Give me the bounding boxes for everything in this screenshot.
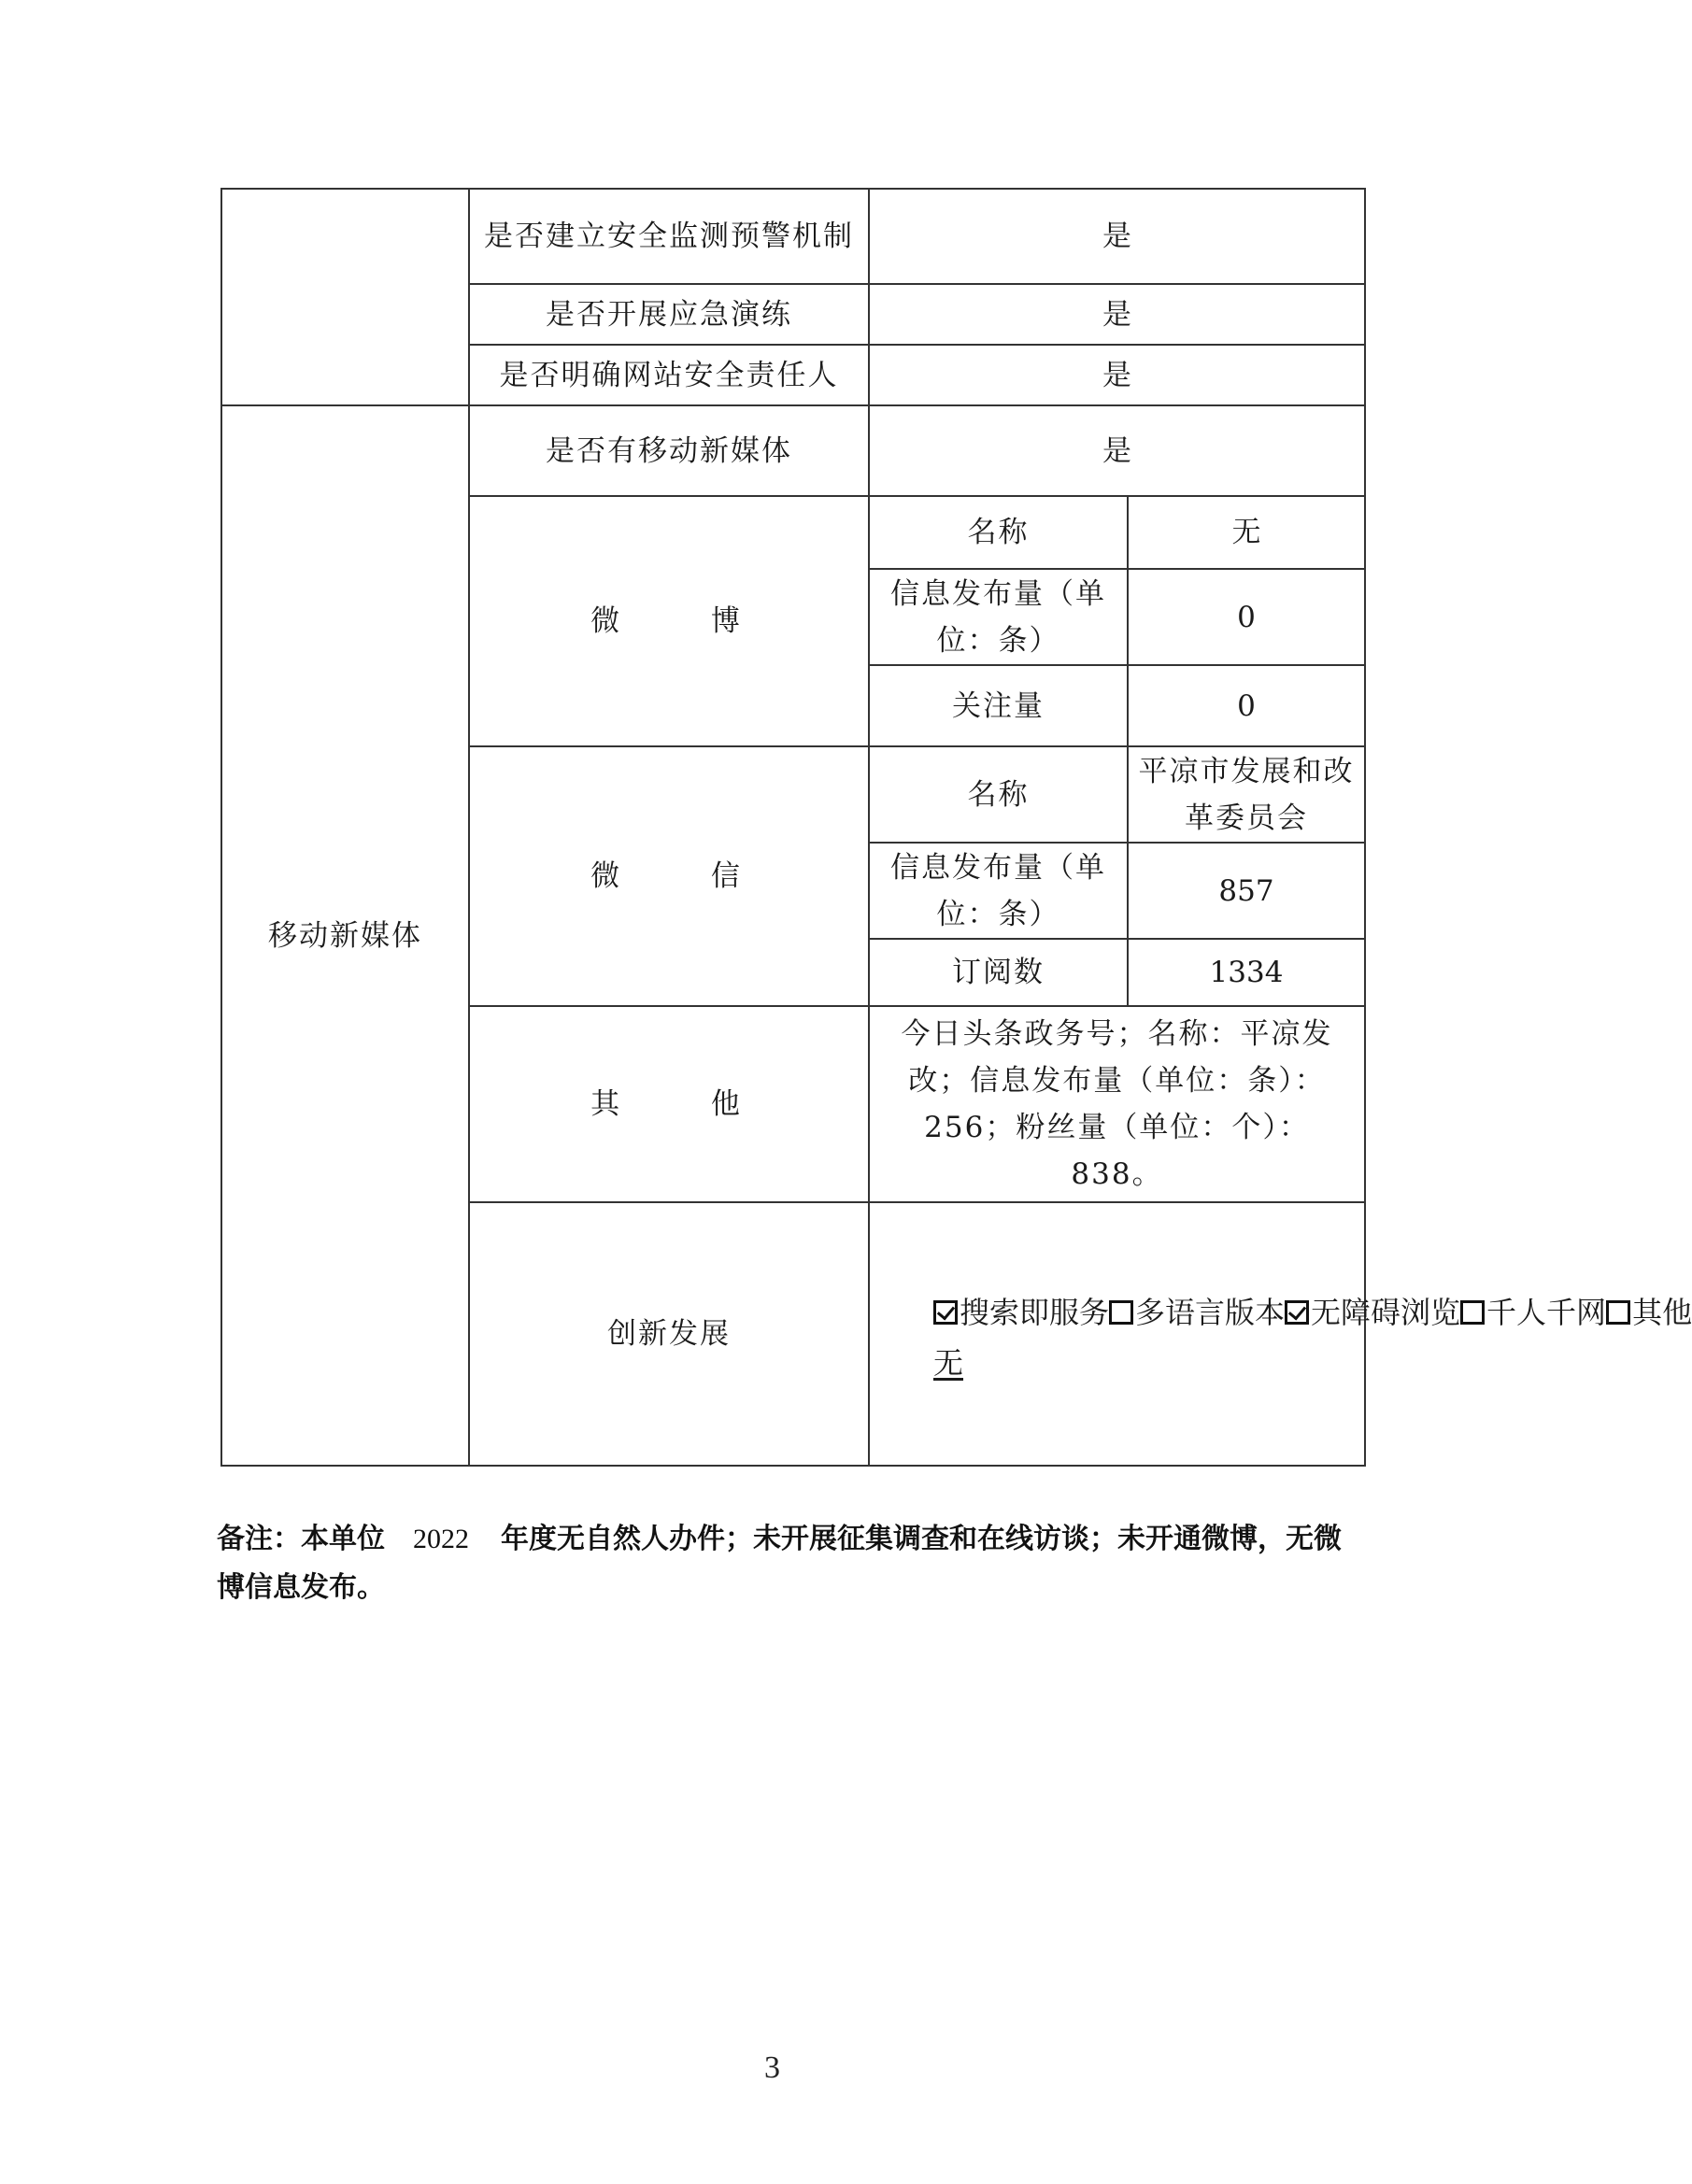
weibo-posts-label: 信息发布量（单位：条） xyxy=(869,569,1128,665)
wechat-subscribers-label: 订阅数 xyxy=(869,939,1128,1006)
answer-cell: 是 xyxy=(869,284,1365,345)
other-value: 今日头条政务号；名称：平凉发改；信息发布量（单位：条）：256；粉丝量（单位：个）：838。 xyxy=(869,1006,1365,1202)
option-label: 搜索即服务 xyxy=(960,1295,1110,1330)
weibo-followers-value: 0 xyxy=(1128,665,1365,746)
page-number: 3 xyxy=(764,2050,780,2085)
other-label: 其 他 xyxy=(469,1006,869,1202)
innovation-options-line xyxy=(933,1287,1692,1338)
answer-cell: 是 xyxy=(869,345,1365,405)
weibo-name-label: 名称 xyxy=(869,496,1128,569)
checkbox-checked-icon[interactable] xyxy=(1285,1300,1309,1325)
remark-note xyxy=(217,1515,1366,1612)
question-cell: 是否有移动新媒体 xyxy=(469,405,869,496)
wechat-subscribers-value: 1334 xyxy=(1128,939,1365,1006)
checkbox-unchecked-icon[interactable] xyxy=(1109,1300,1133,1325)
wechat-name-label: 名称 xyxy=(869,746,1128,843)
option-label: 无障碍浏览 xyxy=(1311,1295,1461,1330)
checkbox-checked-icon[interactable] xyxy=(933,1300,958,1325)
innovation-section-label: 创新发展 xyxy=(469,1202,869,1466)
option-label: 千人千网 xyxy=(1486,1295,1607,1330)
note-suffix: 年度无自然人办件；未开展征集调查和在线访谈；未开通微博，无微博信息发布。 xyxy=(217,1523,1342,1604)
wechat-posts-label: 信息发布量（单位：条） xyxy=(869,843,1128,939)
weibo-posts-value: 0 xyxy=(1128,569,1365,665)
mobile-media-section-label: 移动新媒体 xyxy=(221,405,469,1466)
checkbox-unchecked-icon[interactable] xyxy=(1606,1300,1630,1325)
report-table xyxy=(220,188,1692,1467)
answer-cell: 是 xyxy=(869,189,1365,284)
security-section-cell xyxy=(221,189,469,405)
wechat-posts-value: 857 xyxy=(1128,843,1365,939)
weibo-label: 微 博 xyxy=(469,496,869,746)
other-fill-text: 无 xyxy=(933,1345,964,1381)
option-label: 多语言版本 xyxy=(1135,1295,1286,1330)
table-row xyxy=(221,189,1365,284)
weibo-followers-label: 关注量 xyxy=(869,665,1128,746)
wechat-label: 微 信 xyxy=(469,746,869,1006)
checkbox-unchecked-icon[interactable] xyxy=(1460,1300,1485,1325)
question-cell: 是否建立安全监测预警机制 xyxy=(469,189,869,284)
wechat-name-value: 平凉市发展和改革委员会 xyxy=(1128,746,1365,843)
table-row xyxy=(221,405,1365,496)
option-label: 其他 xyxy=(1632,1295,1692,1330)
question-cell: 是否开展应急演练 xyxy=(469,284,869,345)
answer-cell: 是 xyxy=(869,405,1365,496)
innovation-options-cell xyxy=(869,1202,1692,1466)
weibo-name-value: 无 xyxy=(1128,496,1365,569)
note-year: 2022 xyxy=(413,1524,469,1554)
question-cell: 是否明确网站安全责任人 xyxy=(469,345,869,405)
note-prefix: 备注：本单位 xyxy=(217,1523,385,1555)
